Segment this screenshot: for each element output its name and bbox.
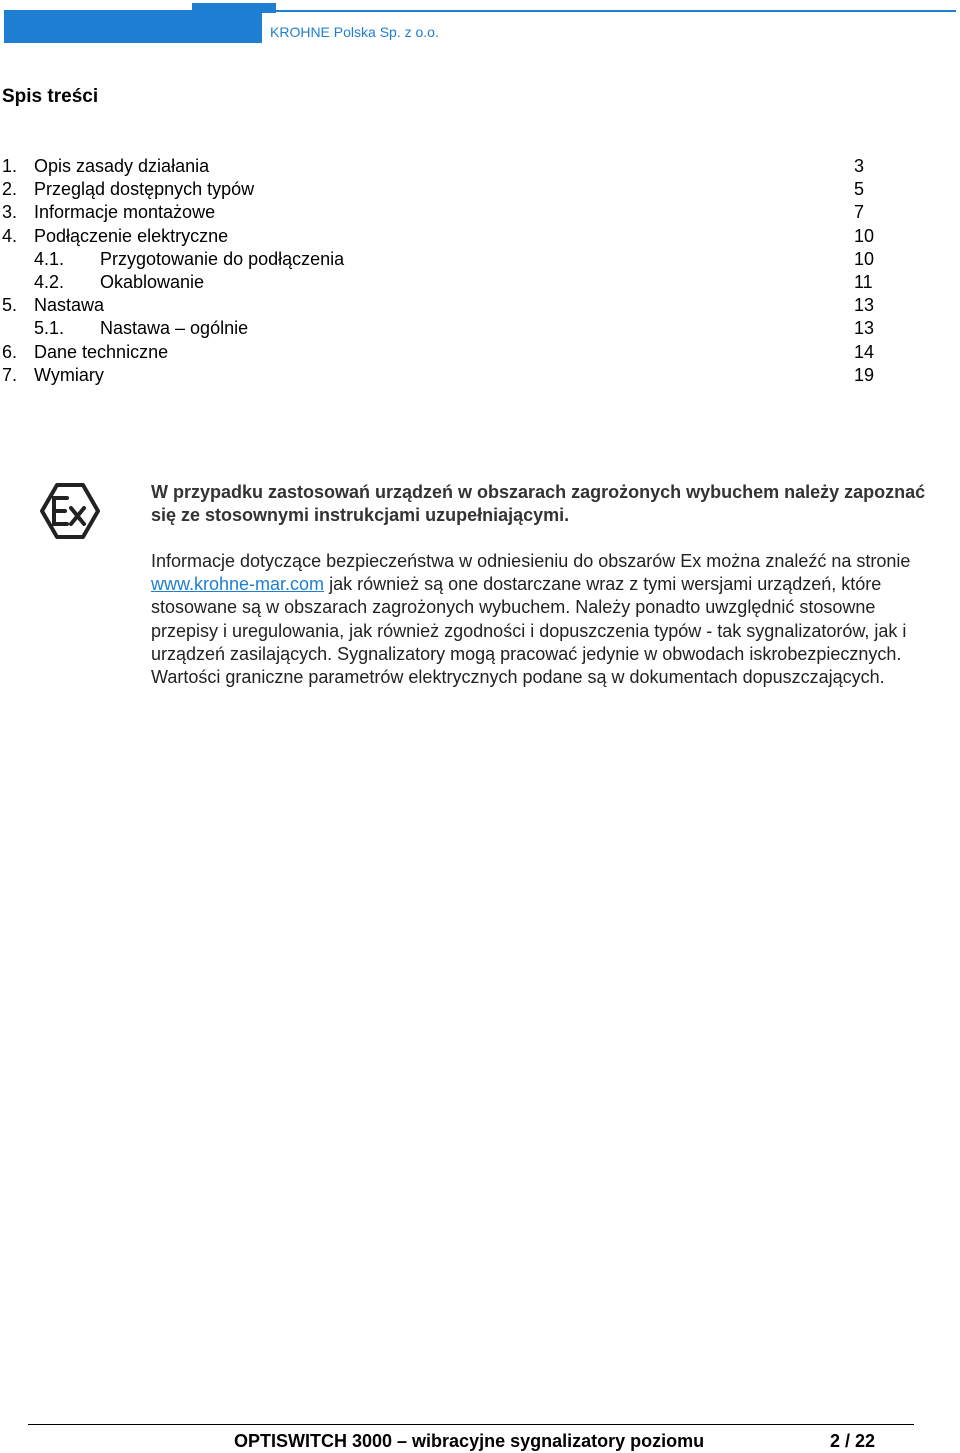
safety-info-paragraph bbox=[151, 550, 941, 689]
toc-entry-label: Przegląd dostępnych typów bbox=[34, 179, 255, 200]
toc-entry[interactable] bbox=[0, 364, 960, 387]
toc-entry[interactable] bbox=[0, 341, 960, 364]
toc-entry-page: 10 bbox=[854, 248, 875, 269]
table-of-contents bbox=[0, 155, 960, 387]
toc-entry-label: Opis zasady działania bbox=[34, 156, 210, 176]
toc-entry-label: Informacje montażowe bbox=[34, 202, 216, 223]
toc-entry-page: 13 bbox=[854, 295, 875, 316]
toc-entry-number: 2. bbox=[2, 179, 18, 200]
toc-entry-label: Nastawa bbox=[34, 295, 105, 316]
toc-entry[interactable] bbox=[0, 155, 960, 178]
toc-entry-number: 5. bbox=[2, 295, 18, 316]
toc-entry-label: Przygotowanie do podłączenia bbox=[100, 248, 345, 269]
toc-entry-number: 7. bbox=[2, 364, 18, 385]
toc-entry[interactable] bbox=[0, 201, 960, 224]
toc-entry-number: 1. bbox=[2, 156, 18, 176]
toc-entry[interactable] bbox=[0, 178, 960, 201]
toc-entry-label: Nastawa – ogólnie bbox=[100, 318, 249, 339]
safety-info-text: Informacje dotyczące bezpieczeństwa w odniesieniu do obszarów Ex można znaleźć na stronie bbox=[151, 551, 911, 571]
toc-entry-number: 5.1. bbox=[34, 318, 65, 339]
toc-entry-label: Wymiary bbox=[34, 364, 104, 385]
toc-entry-label: Podłączenie elektryczne bbox=[34, 225, 229, 246]
toc-entry[interactable] bbox=[0, 225, 960, 248]
toc-entry-label: Dane techniczne bbox=[34, 341, 169, 362]
ex-explosion-protection-icon bbox=[40, 483, 100, 539]
toc-subentry[interactable] bbox=[0, 317, 960, 340]
toc-entry-label: Okablowanie bbox=[100, 271, 205, 292]
toc-entry-number: 4.1. bbox=[34, 248, 65, 269]
header-color-block bbox=[4, 10, 262, 43]
toc-entry-number: 4.2. bbox=[34, 271, 65, 292]
toc-entry-number: 3. bbox=[2, 202, 18, 223]
krohne-website-link[interactable]: www.krohne-mar.com bbox=[151, 574, 325, 595]
toc-entry-page: 19 bbox=[854, 364, 875, 385]
header-company-name: KROHNE Polska Sp. z o.o. bbox=[270, 24, 439, 40]
toc-entry-page: 3 bbox=[854, 156, 865, 176]
header-rule bbox=[262, 10, 956, 12]
ex-warning-text: W przypadku zastosowań urządzeń w obszarach zagrożonych wybuchem należy zapoznać się ze stosownymi instrukcjami uzupełniającymi. bbox=[151, 482, 926, 526]
toc-entry[interactable] bbox=[0, 294, 960, 317]
toc-subentry[interactable] bbox=[0, 248, 960, 271]
footer-rule bbox=[28, 1424, 914, 1425]
toc-entry-page: 10 bbox=[854, 225, 875, 246]
toc-entry-page: 5 bbox=[854, 179, 865, 200]
safety-info-text-continued: jak również są one dostarczane wraz z tymi wersjami urządzeń, które stosowane są w obszarach zagrożonych wybuchem. Należy ponadto uwzględnić stosowne przepisy i uregulowania, jak również zgodności i dopuszczenia typów - tak sygnalizatorów, jak i urządzeń zasilających. Sygnalizatory mogą pracować jedynie w obwodach iskrobezpiecznych. Wartości graniczne parametrów elektrycznych podane są w dokumentach dopuszczających. bbox=[151, 574, 907, 688]
toc-entry-number: 6. bbox=[2, 341, 18, 362]
footer-page-number: 2 / 22 bbox=[830, 1431, 876, 1451]
footer-document-title: OPTISWITCH 3000 – wibracyjne sygnalizatory poziomu bbox=[234, 1431, 705, 1451]
toc-entry-page: 14 bbox=[854, 341, 875, 362]
toc-subentry[interactable] bbox=[0, 271, 960, 294]
toc-entry-page: 11 bbox=[854, 271, 873, 292]
toc-entry-number: 4. bbox=[2, 225, 18, 246]
toc-entry-page: 13 bbox=[854, 318, 875, 339]
toc-title: Spis treści bbox=[2, 86, 99, 107]
toc-entry-page: 7 bbox=[854, 202, 865, 223]
